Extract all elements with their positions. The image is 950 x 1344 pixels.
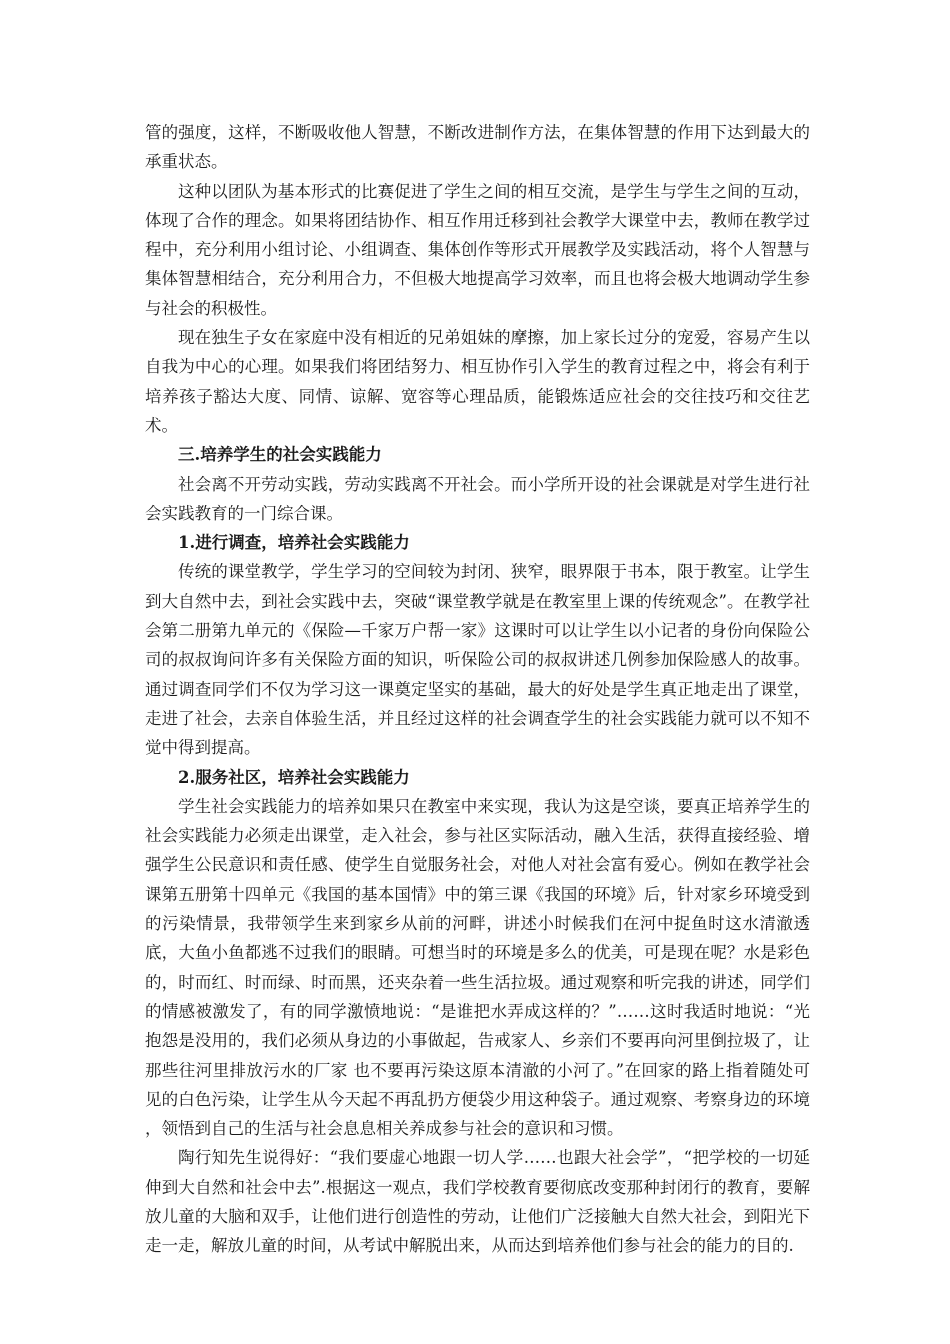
section-heading-3: 三.培养学生的社会实践能力: [178, 445, 382, 465]
paragraph-community-service: 学生社会实践能力的培养如果只在教室中来实现，我认为这是空谈，要真正培养学生的社会实践能力必须走出课堂，走入社会，参与社区实际活动，融入生活，获得直接经验、增强学生公民意识和责任感、使学生自觉服务社会，对他人对社会富有爱心。例如在教学社会课第五册第十四单元《我国的基本国情》中的第三课《我国的环境》后，针对家乡环境受到的污染情景，我带领学生来到家乡从前的河畔，讲述小时候我们在河中捉鱼时这水清澈透底，大鱼小鱼都逃不过我们的眼睛。可想当时的环境是多么的优美，可是现在呢？水是彩色的，时而红、时而绿、时而黑，还夹杂着一些生活拉圾。通过观察和听完我的讲述，同学们的情感被激发了，有的同学激愤地说：“是谁把水弄成这样的？”……这时我适时地说：“光抱怨是没用的，我们必须从身边的小事做起，告戒家人、乡亲们不要再向河里倒拉圾了，让那些往河里排放污水的厂家 也不要再污染这原本清澈的小河了。”在回家的路上指着随处可见的白色污染，让学生从今天起不再乱扔方便袋少用这种袋子。通过观察、考察身边的环境 ，领悟到自己的生活与社会息息相关养成参与社会的意识和习惯。: [145, 796, 810, 1139]
paragraph-social-practice-intro: 社会离不开劳动实践，劳动实践离不开社会。而小学所开设的社会课就是对学生进行社会实践教育的一门综合课。: [145, 474, 810, 523]
subsection-heading-1: 1.进行调查，培养社会实践能力: [178, 533, 410, 553]
paragraph-only-children: 现在独生子女在家庭中没有相近的兄弟姐妹的摩擦，加上家长过分的宠爱，容易产生以自我为中心的心理。如果我们将团结努力、相互协作引入学生的教育过程之中，将会有利于培养孩子豁达大度、同情、谅解、宽容等心理品质，能锻炼适应社会的交往技巧和交往艺术。: [145, 328, 810, 435]
document-body: [145, 118, 810, 1261]
subsection-heading-2: 2.服务社区，培养社会实践能力: [178, 767, 410, 787]
paragraph-team-competition: 这种以团队为基本形式的比赛促进了学生之间的相互交流，是学生与学生之间的互动，体现了合作的理念。如果将团结协作、相互作用迁移到社会教学大课堂中去，教师在教学过程中，充分利用小组讨论、小组调查、集体创作等形式开展教学及实践活动，将个人智慧与集体智慧相结合，充分利用合力，不但极大地提高学习效率，而且也将会极大地调动学生参与社会的积极性。: [145, 181, 810, 318]
paragraph-investigation: 传统的课堂教学，学生学习的空间较为封闭、狭窄，眼界限于书本，限于教室。让学生到大自然中去，到社会实践中去，突破“课堂教学就是在教室里上课的传统观念”。在教学社会第二册第九单元的《保险—千家万户帮一家》这课时可以让学生以小记者的身份向保险公司的叔叔询问许多有关保险方面的知识，听保险公司的叔叔讲述几例参加保险感人的故事。通过调查同学们不仅为学习这一课奠定坚实的基础，最大的好处是学生真正地走出了课堂，走进了社会，去亲自体验生活，并且经过这样的社会调查学生的社会实践能力就可以不知不觉中得到提高。: [145, 562, 810, 758]
paragraph-tao-xingzhi: 陶行知先生说得好：“我们要虚心地跟一切人学……也跟大社会学”，“把学校的一切延伸到大自然和社会中去”.根据这一观点，我们学校教育要彻底改变那种封闭行的教育，要解放儿童的大脑和双手，让他们进行创造性的劳动，让他们广泛接触大自然大社会，到阳光下走一走，解放儿童的时间，从考试中解脱出来，从而达到培养他们参与社会的能力的目的.: [145, 1148, 810, 1256]
paragraph-continuation: 管的强度，这样，不断吸收他人智慧，不断改进制作方法，在集体智慧的作用下达到最大的承重状态。: [145, 123, 810, 172]
